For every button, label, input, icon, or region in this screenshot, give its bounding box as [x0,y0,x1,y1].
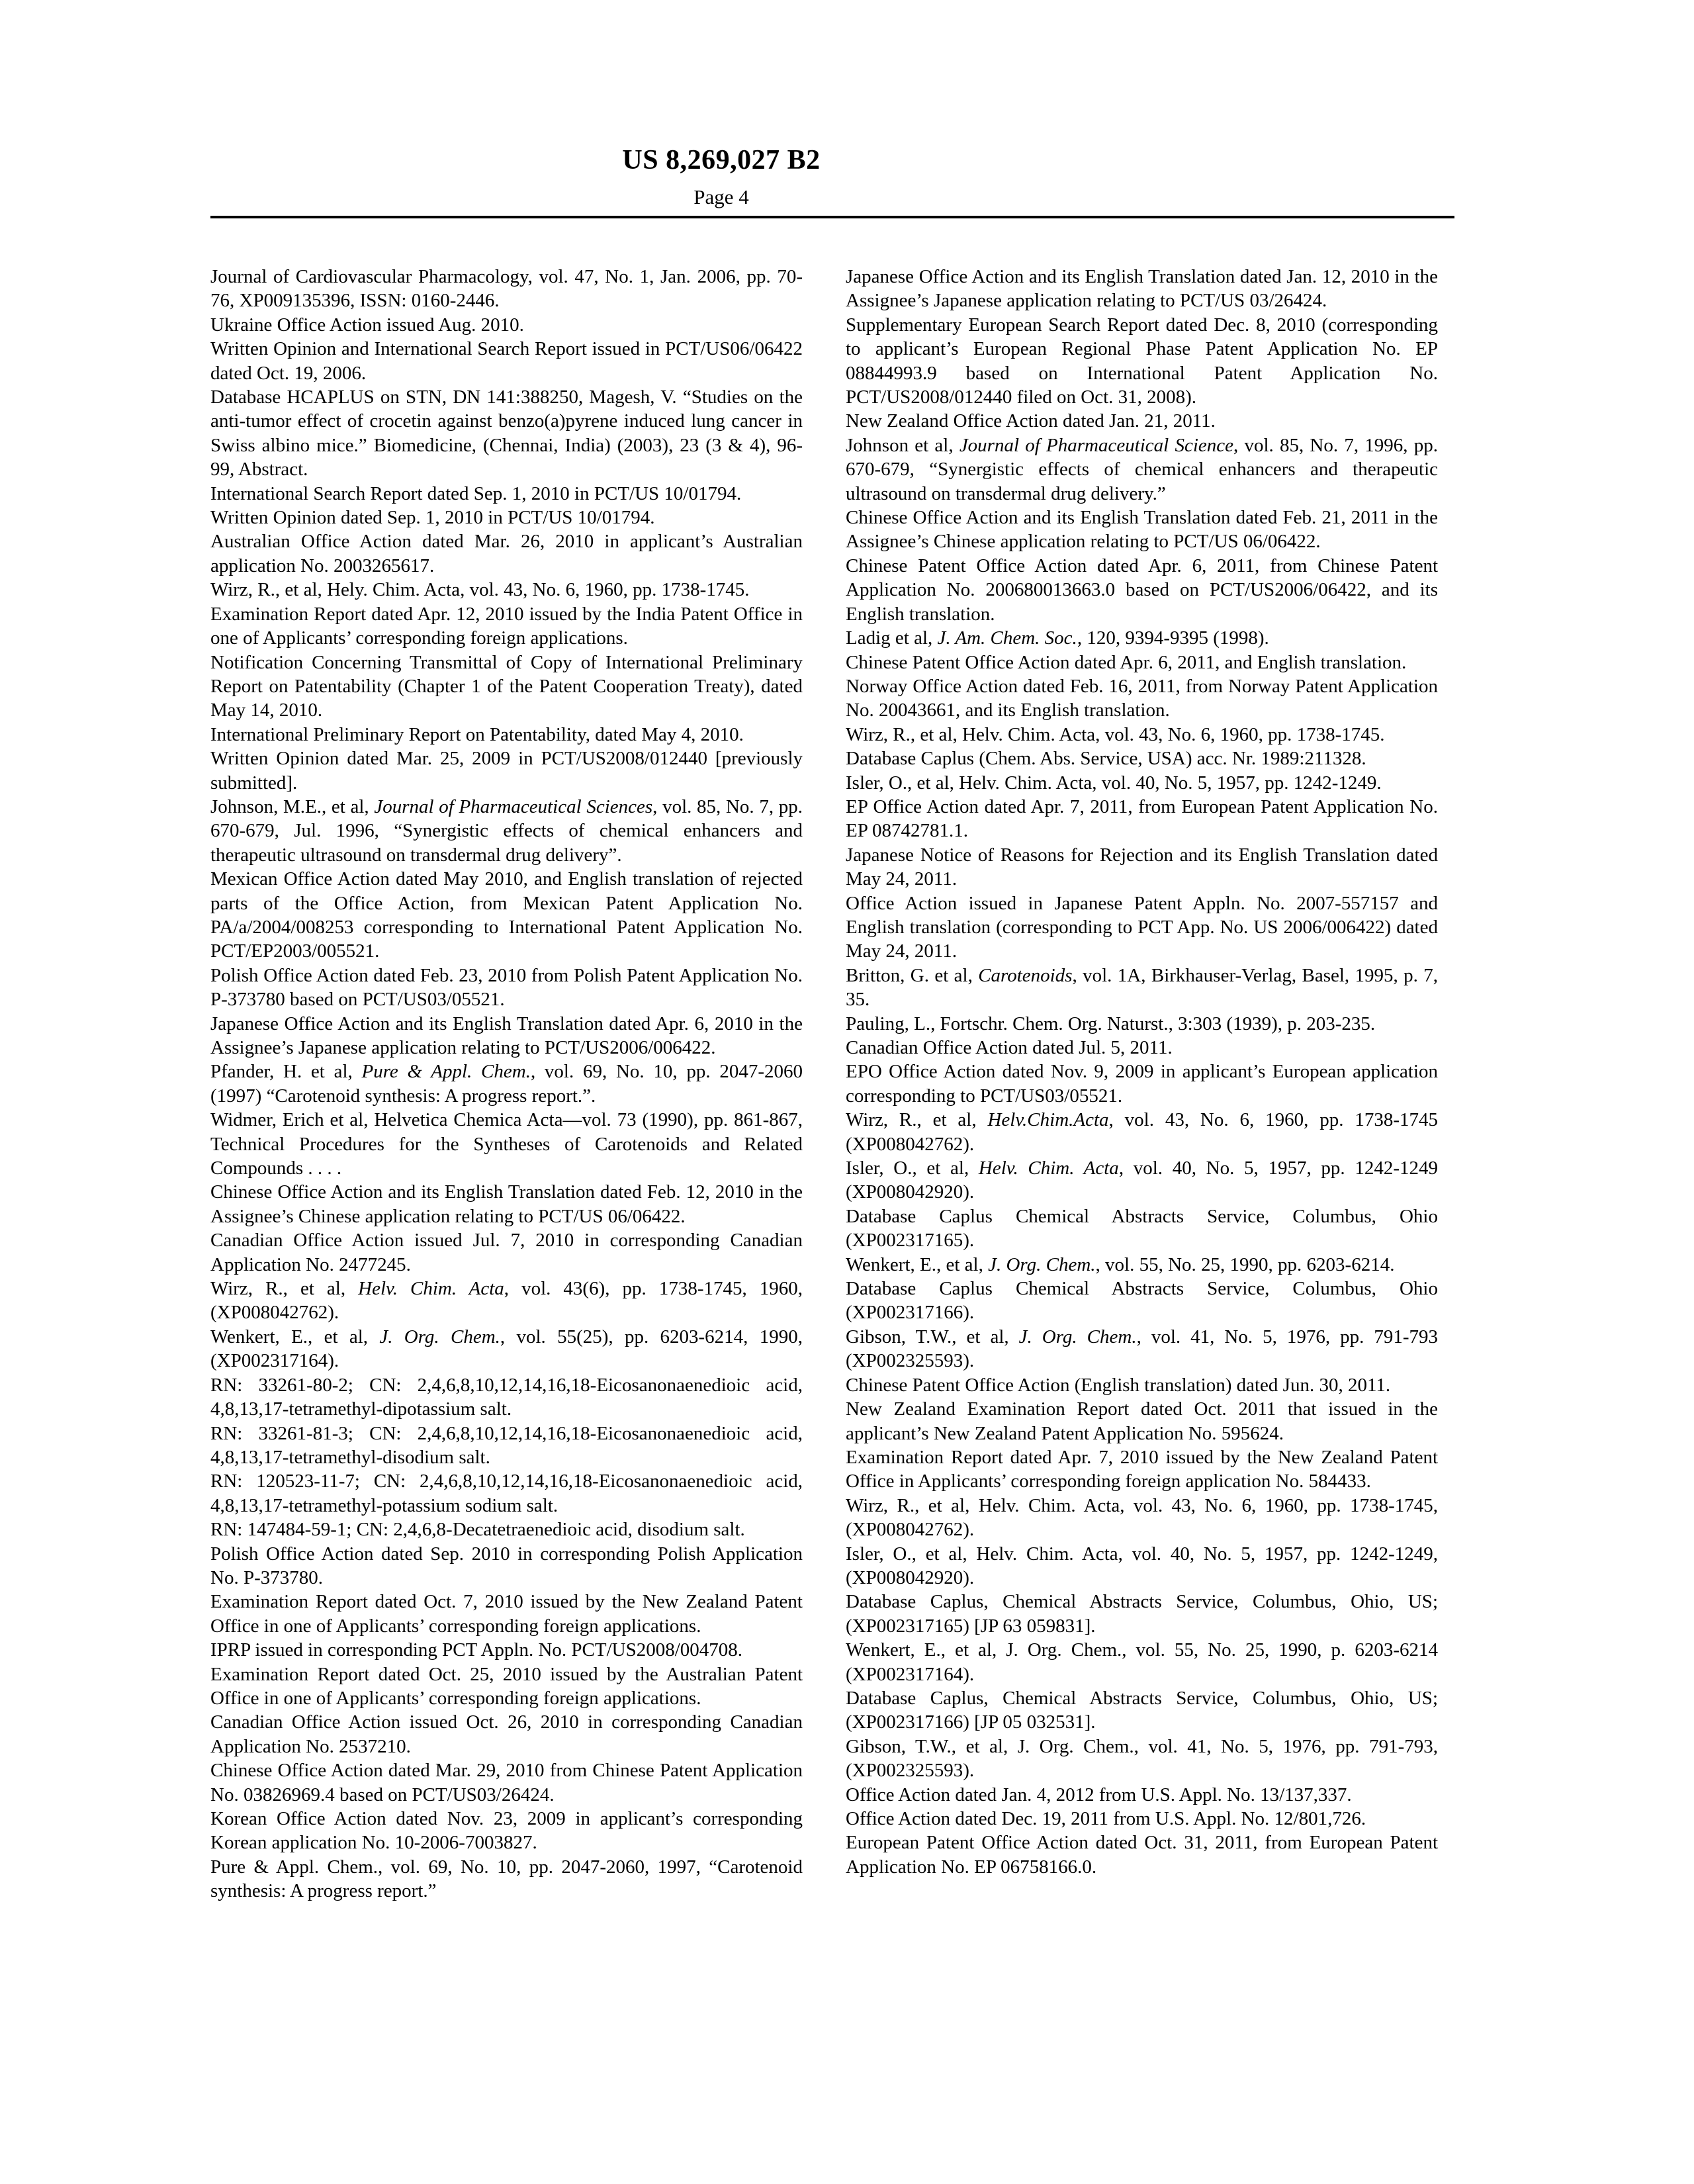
header-rule [210,216,1454,218]
reference-item: Database Caplus (Chem. Abs. Service, USA) acc. Nr. 1989:211328. [846,748,1366,770]
reference-item: RN: 147484-59-1; CN: 2,4,6,8-Decatetraenedioic acid, disodium salt. [210,1519,745,1541]
reference-item: Chinese Patent Office Action (English translation) dated Jun. 30, 2011. [846,1374,1391,1396]
reference-item: Japanese Office Action and its English Translation dated Apr. 6, 2010 in the Assignee’s Japanese application relating to PCT/US2006/006422. [210,1013,803,1058]
reference-item: Britton, G. et al, Carotenoids, vol. 1A, Birkhauser-Verlag, Basel, 1995, p. 7, 35. [846,964,1438,1011]
reference-item: Mexican Office Action dated May 2010, and English translation of rejected parts of the Office Action, from Mexican Patent Application No. PA/a/2004/008253 corresponding to International Patent Application No. PCT/EP2003/005521. [210,868,803,962]
reference-item: Wirz, R., et al, Helv. Chim. Acta, vol. 43, No. 6, 1960, pp. 1738-1745, (XP008042762). [846,1494,1438,1541]
reference-item: Database Caplus, Chemical Abstracts Service, Columbus, Ohio, US; (XP002317166) [JP 05 032531]. [846,1687,1438,1733]
reference-item: Wirz, R., et al, Helv. Chim. Acta, vol. 43, No. 6, 1960, pp. 1738-1745. [846,723,1385,745]
page-number: Page 4 [693,185,749,208]
reference-item: Pauling, L., Fortschr. Chem. Org. Naturst., 3:303 (1939), p. 203-235. [846,1013,1376,1034]
reference-item: Notification Concerning Transmittal of Copy of International Preliminary Report on Patentability (Chapter 1 of the Patent Cooperation Treaty), dated May 14, 2010. [210,651,803,721]
reference-item: Chinese Office Action and its English Translation dated Feb. 12, 2010 in the Assignee’s Chinese application relating to PCT/US 06/06422. [210,1181,803,1227]
reference-item: New Zealand Office Action dated Jan. 21, 2011. [846,410,1216,432]
reference-item: Johnson et al, Journal of Pharmaceutical Science, vol. 85, No. 7, 1996, pp. 670-679, “Synergistic effects of chemical enhancers and therapeutic ultrasound on transdermal drug delivery.” [846,434,1439,504]
reference-item: RN: 120523-11-7; CN: 2,4,6,8,10,12,14,16,18-Eicosanonaenedioic acid, 4,8,13,17-tetramethyl-potassium sodium salt. [210,1471,803,1516]
reference-item: Polish Office Action dated Sep. 2010 in corresponding Polish Application No. P-373780. [210,1543,803,1588]
reference-item: Chinese Office Action dated Mar. 29, 2010 from Chinese Patent Application No. 03826969.4 based on PCT/US03/26424. [210,1760,803,1805]
reference-item: Wenkert, E., et al, J. Org. Chem., vol. 55, No. 25, 1990, pp. 6203-6214. [846,1253,1395,1275]
reference-item: Database HCAPLUS on STN, DN 141:388250, Magesh, V. “Studies on the anti-tumor effect of crocetin against benzo(a)pyrene induced lung cancer in Swiss albino mice.” Biomedicine, (Chennai, India) (2003), 23 (3 & 4), 96-99, Abstract. [210,387,803,480]
references-column-left [210,265,803,1903]
reference-item: Examination Report dated Apr. 12, 2010 issued by the India Patent Office in one of Applicants’ corresponding foreign applications. [210,603,803,649]
reference-item: Gibson, T.W., et al, J. Org. Chem., vol. 41, No. 5, 1976, pp. 791-793 (XP002325593). [846,1326,1438,1372]
reference-item: Johnson, M.E., et al, Journal of Pharmaceutical Sciences, vol. 85, No. 7, pp. 670-679, Jul. 1996, “Synergistic effects of chemical enhancers and therapeutic ultrasound on transdermal drug delivery”. [210,796,803,866]
patent-number: US 8,269,027 B2 [622,145,821,175]
reference-item: Japanese Notice of Reasons for Rejection and its English Translation dated May 24, 2011. [846,844,1438,890]
reference-item: Wirz, R., et al, Hely. Chim. Acta, vol. 43, No. 6, 1960, pp. 1738-1745. [210,579,750,601]
reference-item: Examination Report dated Apr. 7, 2010 issued by the New Zealand Patent Office in Applicants’ corresponding foreign application No. 584433. [846,1446,1438,1492]
reference-item: Written Opinion and International Search Report issued in PCT/US06/06422 dated Oct. 19, 2006. [210,338,803,384]
reference-item: Wirz, R., et al, Helv.Chim.Acta, vol. 43, No. 6, 1960, pp. 1738-1745 (XP008042762). [846,1109,1438,1155]
reference-item: Australian Office Action dated Mar. 26, 2010 in applicant’s Australian application No. 2003265617. [210,531,803,576]
reference-item: Wirz, R., et al, Helv. Chim. Acta, vol. 43(6), pp. 1738-1745, 1960, (XP008042762). [210,1278,803,1324]
reference-item: Database Caplus Chemical Abstracts Service, Columbus, Ohio (XP002317166). [846,1278,1438,1324]
reference-item: Japanese Office Action and its English Translation dated Jan. 12, 2010 in the Assignee’s Japanese application relating to PCT/US 03/26424. [846,266,1438,312]
reference-item: Canadian Office Action issued Oct. 26, 2010 in corresponding Canadian Application No. 2537210. [210,1711,803,1757]
reference-item: Chinese Office Action and its English Translation dated Feb. 21, 2011 in the Assignee’s Chinese application relating to PCT/US 06/06422. [846,507,1438,553]
reference-item: Supplementary European Search Report dated Dec. 8, 2010 (corresponding to applicant’s European Regional Phase Patent Application No. EP 08844993.9 based on International Patent Application No. PCT/US2008/012440 filed on Oct. 31, 2008). [846,314,1438,408]
reference-item: EP Office Action dated Apr. 7, 2011, from European Patent Application No. EP 08742781.1. [846,796,1438,842]
reference-item: Ukraine Office Action issued Aug. 2010. [210,314,524,336]
reference-item: Canadian Office Action dated Jul. 5, 2011. [846,1037,1173,1058]
reference-item: Widmer, Erich et al, Helvetica Chemica Acta—vol. 73 (1990), pp. 861-867, Technical Procedures for the Syntheses of Carotenoids and Related Compounds . . . . [210,1109,803,1179]
reference-item: IPRP issued in corresponding PCT Appln. No. PCT/US2008/004708. [210,1639,743,1661]
reference-item: Written Opinion dated Mar. 25, 2009 in PCT/US2008/012440 [previously submitted]. [210,748,803,794]
reference-item: Office Action dated Jan. 4, 2012 from U.S. Appl. No. 13/137,337. [846,1784,1352,1805]
reference-item: International Preliminary Report on Patentability, dated May 4, 2010. [210,723,744,745]
reference-item: Ladig et al, J. Am. Chem. Soc., 120, 9394-9395 (1998). [846,627,1269,649]
reference-item: Norway Office Action dated Feb. 16, 2011, from Norway Patent Application No. 20043661, and its English translation. [846,675,1438,721]
reference-item: Isler, O., et al, Helv. Chim. Acta, vol. 40, No. 5, 1957, pp. 1242-1249 (XP008042920). [846,1158,1438,1203]
reference-item: Office Action dated Dec. 19, 2011 from U.S. Appl. No. 12/801,726. [846,1808,1366,1829]
reference-item: New Zealand Examination Report dated Oct. 2011 that issued in the applicant’s New Zealand Patent Application No. 595624. [846,1398,1438,1444]
reference-item: EPO Office Action dated Nov. 9, 2009 in applicant’s European application corresponding to PCT/US03/05521. [846,1061,1438,1107]
reference-item: Isler, O., et al, Helv. Chim. Acta, vol. 40, No. 5, 1957, pp. 1242-1249, (XP008042920). [846,1543,1438,1588]
reference-item: Gibson, T.W., et al, J. Org. Chem., vol. 41, No. 5, 1976, pp. 791-793, (XP002325593). [846,1735,1438,1782]
reference-item: Wenkert, E., et al, J. Org. Chem., vol. 55(25), pp. 6203-6214, 1990, (XP002317164). [210,1326,803,1372]
reference-item: Database Caplus, Chemical Abstracts Service, Columbus, Ohio, US; (XP002317165) [JP 63 059831]. [846,1591,1438,1637]
reference-item: Polish Office Action dated Feb. 23, 2010 from Polish Patent Application No. P-373780 based on PCT/US03/05521. [210,964,803,1011]
reference-item: RN: 33261-81-3; CN: 2,4,6,8,10,12,14,16,18-Eicosanonaenedioic acid, 4,8,13,17-tetramethyl-disodium salt. [210,1422,803,1468]
reference-item: International Search Report dated Sep. 1, 2010 in PCT/US 10/01794. [210,482,742,504]
reference-item: Database Caplus Chemical Abstracts Service, Columbus, Ohio (XP002317165). [846,1205,1438,1251]
reference-item: Pure & Appl. Chem., vol. 69, No. 10, pp. 2047-2060, 1997, “Carotenoid synthesis: A progress report.” [210,1856,803,1902]
reference-item: Wenkert, E., et al, J. Org. Chem., vol. 55, No. 25, 1990, p. 6203-6214 (XP002317164). [846,1639,1438,1685]
reference-item: Written Opinion dated Sep. 1, 2010 in PCT/US 10/01794. [210,507,655,529]
reference-item: Examination Report dated Oct. 25, 2010 issued by the Australian Patent Office in one of Applicants’ corresponding foreign applications. [210,1663,803,1709]
reference-item: Korean Office Action dated Nov. 23, 2009 in applicant’s corresponding Korean application No. 10-2006-7003827. [210,1808,803,1854]
references-column-right [846,265,1438,1879]
reference-item: Office Action issued in Japanese Patent Appln. No. 2007-557157 and English translation (corresponding to PCT App. No. US 2006/006422) dated May 24, 2011. [846,892,1438,962]
reference-item: Isler, O., et al, Helv. Chim. Acta, vol. 40, No. 5, 1957, pp. 1242-1249. [846,772,1382,794]
reference-item: Journal of Cardiovascular Pharmacology, vol. 47, No. 1, Jan. 2006, pp. 70-76, XP009135396, ISSN: 0160-2446. [210,266,803,312]
reference-item: Examination Report dated Oct. 7, 2010 issued by the New Zealand Patent Office in one of Applicants’ corresponding foreign applications. [210,1591,803,1637]
reference-item: Chinese Patent Office Action dated Apr. 6, 2011, and English translation. [846,651,1407,673]
reference-item: RN: 33261-80-2; CN: 2,4,6,8,10,12,14,16,18-Eicosanonaenedioic acid, 4,8,13,17-tetramethyl-dipotassium salt. [210,1374,803,1420]
reference-item: Canadian Office Action issued Jul. 7, 2010 in corresponding Canadian Application No. 2477245. [210,1230,803,1275]
reference-item: Chinese Patent Office Action dated Apr. 6, 2011, from Chinese Patent Application No. 200680013663.0 based on PCT/US2006/06422, and its English translation. [846,555,1438,625]
reference-item: European Patent Office Action dated Oct. 31, 2011, from European Patent Application No. EP 06758166.0. [846,1832,1438,1878]
reference-item: Pfander, H. et al, Pure & Appl. Chem., vol. 69, No. 10, pp. 2047-2060 (1997) “Carotenoid synthesis: A progress report.”. [210,1061,803,1107]
